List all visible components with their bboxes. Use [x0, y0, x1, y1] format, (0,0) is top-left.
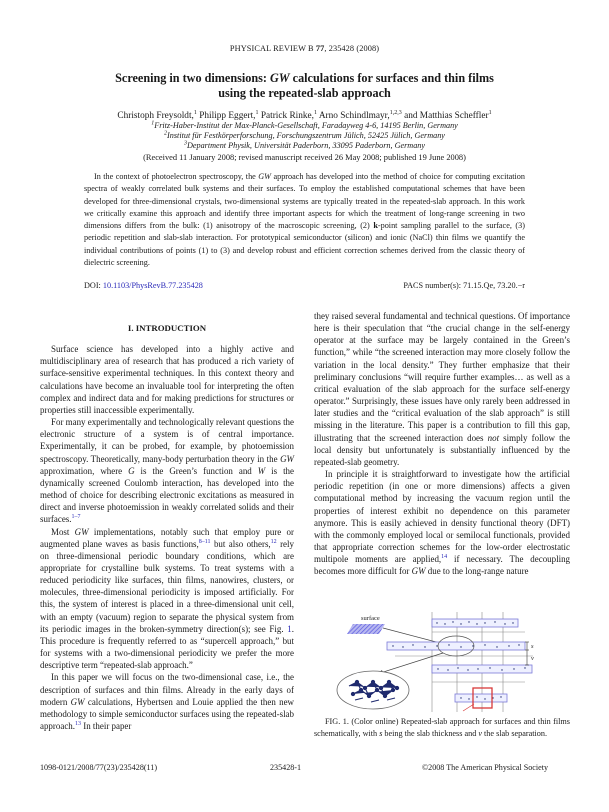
title-text: Screening in two dimensions:: [115, 71, 270, 85]
affiliation: $^1$Fritz-Haber-Institut der Max-Planck-Gesellschaft, Faradayweg 4-6, 14195 Berlin, Germany: [151, 120, 458, 130]
reference-link[interactable]: 1–7: [71, 514, 81, 521]
footer-page-number: 235428-1: [270, 763, 302, 772]
paragraph: For many experimentally and technologically relevant questions the electronic structure of a system is of central importance. Experimentally, it can be probed, for example, by photoemission spectroscopy. Theoretically, many-body perturbation theory in the GW approximation, where G is the Green’s function and W is the dynamically screened Coulomb interaction, has developed into the method of choice for describing electronic excitations as measured in direct and inverse photoemission in weakly correlated solids and their surfaces.$^{1-7}$: [40, 417, 294, 525]
journal-name: PHYSICAL REVIEW B: [229, 44, 314, 53]
paragraph: In this paper we will focus on the two-dimensional case, i.e., the description of surfaces and thin films. Already in the early days of modern GW calculations, Hybertsen and Louie applied the then new methodology to simple semiconductor surfaces using the repeated-slab approach.$^{13}$ In their paper: [40, 672, 294, 731]
figure-link[interactable]: 1: [287, 623, 292, 634]
author: and Matthias Scheffler$^1$: [404, 109, 492, 121]
title-line-2: using the repeated-slab approach: [218, 85, 391, 100]
section-heading: I. INTRODUCTION: [127, 323, 207, 333]
doi: DOI: 10.1103/PhysRevB.77.235428: [84, 281, 203, 290]
paper-title: [60, 71, 549, 100]
affiliation: $^3$Department Physik, Universität Paderborn, 33095 Paderborn, Germany: [183, 140, 426, 151]
affiliations: [40, 121, 569, 152]
author: Arno Schindlmayr,$^{1,2,3}$: [318, 109, 402, 121]
left-column: [40, 322, 294, 732]
title-gw: GW: [269, 71, 290, 85]
right-column: [314, 310, 570, 577]
reference-link[interactable]: 14: [441, 554, 448, 561]
pacs-numbers: PACS number(s): 71.15.Qe, 73.20.−r: [403, 281, 525, 290]
title-text-2: calculations for surfaces and thin films: [289, 71, 494, 85]
doi-pacs-row: [84, 281, 525, 290]
affiliation: $^2$Institut für Festkörperforschung, Forschungszentrum Jülich, 52425 Jülich, Germany: [164, 130, 445, 141]
received-dates: (Received 11 January 2008; revised manuscript received 26 May 2008; published 19 June 2008): [143, 153, 466, 162]
zoomed-atoms-ellipse: [337, 671, 409, 709]
figure-1: [335, 612, 575, 712]
paragraph: Surface science has developed into a highly active and multidisciplinary area of research that has produced a rich variety of surface-sensitive experimental techniques. In this context theory and calculations have become an invaluable tool for interpreting the often complex and indirect data and for making predictions for structures or properties still inaccessible experimentally.: [40, 344, 294, 415]
article-number: , 235428 (2008): [324, 44, 380, 53]
figure-caption: FIG. 1. (Color online) Repeated-slab approach for surfaces and thin films schematically, with s being the slab thickness and v the slab separation.: [314, 717, 570, 738]
author: Philipp Eggert,$^1$: [199, 109, 259, 121]
repeated-slab-diagram: [335, 612, 575, 712]
surface-label: surface: [361, 615, 380, 622]
author: Patrick Rinke,$^1$: [260, 109, 318, 121]
abstract: In the context of photoelectron spectroscopy, the GW approach has developed into the method of choice for computing excitation spectra of weakly correlated bulk systems and their surfaces. To employ the established computational schemes that have been developed for three-dimensional crystals, two-dimensional systems are typically treated in the repeated-slab approach. In this work we critically examine this approach and identify three important aspects for which the treatment of long-range screening in two dimensions differs from the bulk: (1) anisotropy of the macroscopic screening, (2) k-point sampling parallel to the surface, (3) periodic repetition and slab-slab interaction. For prototypical semiconductor (silicon) and ionic (NaCl) thin films we quantify the individual contributions of points (1) to (3) and develop robust and efficient correction schemes derived from the classic theory of dielectric screening.: [84, 172, 525, 267]
author: Christoph Freysoldt,$^1$: [117, 109, 197, 121]
paragraph: Most GW implementations, notably such that employ pure or augmented plane waves as basis functions,$^{8-11}$ but also others,$^{12}$ rely on three-dimensional periodic boundary conditions, which are appropriate for crystalline bulk systems. To treat systems with a reduced periodicity like surfaces, thin films, nanowires, clusters, or molecules, three-dimensional periodicity is imposed artificially. For this, the system of interest is placed in a three-dimensional unit cell, with an empty (vacuum) region to separate the physical system from its periodic images in the broken-symmetry direction(s); see Fig. 1. This procedure is frequently referred to as “supercell approach,” but for systems with a two-dimensional periodicity we prefer the more descriptive term “repeated-slab approach.”: [40, 526, 294, 671]
paragraph: In principle it is straightforward to investigate how the artificial periodic repetition (in one or more dimensions) affects a given computational method by increasing the vacuum region until the properties of interest exhibit no dependence on this parameter anymore. This is easily achieved in density functional theory (DFT) with the commonly employed local or semilocal functionals, provided that appropriate correction schemes for the low-order electrostatic multipole moments are applied,$^{14}$ if necessary. The decoupling becomes more difficult for GW due to the long-range nature: [314, 469, 571, 577]
reference-link[interactable]: 12: [270, 538, 277, 545]
s-label: s: [531, 643, 534, 650]
journal-volume: 77: [315, 44, 325, 53]
surface-hatch-icon: [347, 624, 385, 634]
reference-link[interactable]: 13: [75, 721, 81, 728]
paragraph: they raised several fundamental and technical questions. Of importance here is their speculation that “the crucial change in the self-energy operator at the surface may be largely contained in the Green’s function,” while “the screened interaction may more closely follow the variation in the local density.” They further emphasize that their preliminary conclusions “will require further examples… as well as a critical evaluation of the slab approach for the surface self-energy operator.” Surprisingly, these issues have only rarely been addressed in later studies and the “critical evaluation of the slab approach” is still missing in the literature. This paper is a contribution to fill this gap, illustrating that the screened interaction does not simply follow the local density but unfortunately is substantially influenced by the repeated-slab geometry.: [314, 311, 570, 467]
journal-header: [0, 44, 609, 53]
footer-issn: 1098-0121/2008/77(23)/235428(11): [40, 763, 158, 772]
footer-copyright: ©2008 The American Physical Society: [422, 763, 549, 772]
doi-link[interactable]: 10.1103/PhysRevB.77.235428: [102, 281, 203, 290]
v-label: v: [531, 655, 534, 662]
reference-link[interactable]: 8–11: [198, 538, 211, 545]
